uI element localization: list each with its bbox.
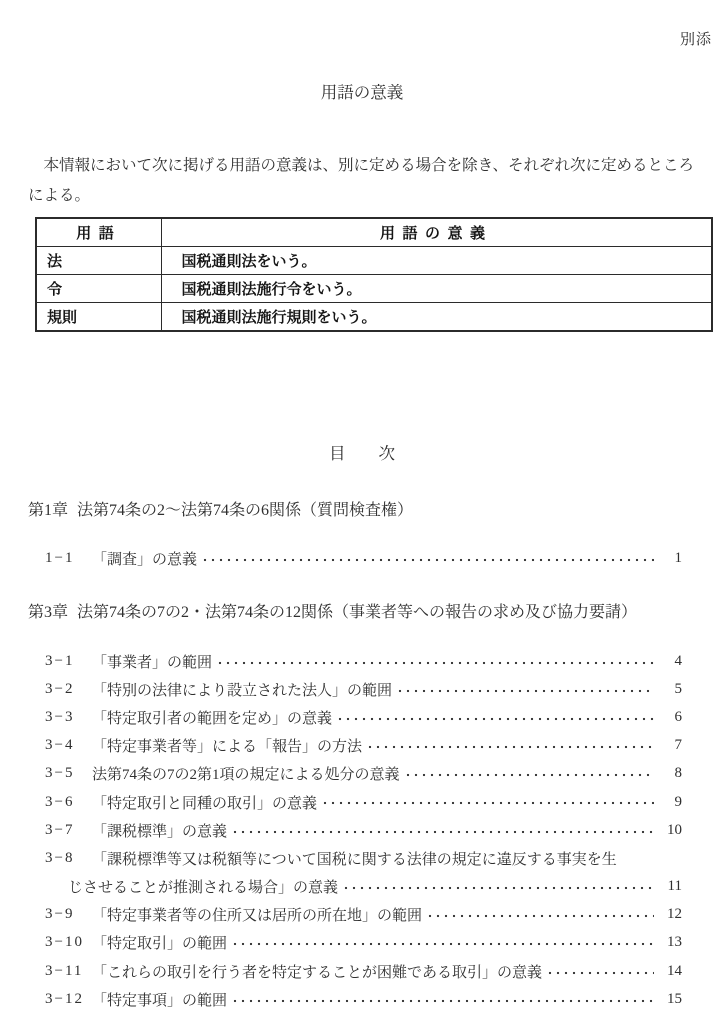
- dot-leader: [229, 929, 654, 957]
- dot-leader: [364, 732, 654, 760]
- page-number: 9: [674, 793, 682, 810]
- page-number: 10: [667, 821, 682, 838]
- meaning-cell: 国税通則法をいう。: [161, 247, 712, 275]
- dot-leader: [229, 816, 654, 844]
- dot-leader: [334, 703, 654, 731]
- page-number: 7: [674, 737, 682, 754]
- toc-entry: [45, 985, 682, 1013]
- page-number: 1: [674, 549, 682, 566]
- toc-entry-continuation: [45, 873, 682, 901]
- entry-number: 3−2: [45, 680, 75, 697]
- entry-number: 3−7: [45, 821, 75, 838]
- meaning-cell: 国税通則法施行規則をいう。: [161, 303, 712, 332]
- corner-label: 別添: [679, 32, 712, 48]
- entry-number: 3−5: [45, 765, 75, 782]
- page-number: 12: [667, 906, 682, 923]
- dot-leader: [319, 788, 654, 816]
- chapter-label: 第1章: [28, 502, 69, 519]
- toc-heading: 目 次: [329, 444, 395, 463]
- table-row: [36, 303, 712, 332]
- page-number: 6: [674, 708, 682, 725]
- toc-entry: [45, 647, 682, 675]
- dot-leader: [402, 760, 654, 788]
- entry-title: 「これらの取引を行う者を特定することが困難である取引」の意義: [92, 964, 543, 981]
- entry-title: 法第74条の7の2第1項の規定による処分の意義: [92, 767, 400, 784]
- entry-title: 「課税標準」の意義: [92, 823, 228, 840]
- toc-entry: [45, 703, 682, 731]
- meaning-cell: 国税通則法施行令をいう。: [161, 275, 712, 303]
- dot-leader: [229, 985, 654, 1013]
- entry-number: 3−6: [45, 793, 75, 810]
- term-cell: 規則: [36, 303, 161, 332]
- page-number: 13: [667, 934, 682, 951]
- chapter-title: 法第74条の7の2・法第74条の12関係（事業者等への報告の求め及び協力要請）: [77, 604, 638, 621]
- entry-number: 3−8: [45, 849, 75, 866]
- entry-title: 「特定事業者等」による「報告」の方法: [92, 739, 363, 756]
- chapter-label: 第3章: [28, 604, 69, 621]
- toc-entry: [45, 957, 682, 985]
- toc-entry: [45, 675, 682, 703]
- term-cell: 法: [36, 247, 161, 275]
- table-header-row: [36, 218, 712, 247]
- toc-entry: [45, 760, 682, 788]
- entry-title: 「特定事項」の範囲: [92, 992, 228, 1009]
- entry-title: 「課税標準等又は税額等について国税に関する法律の規定に違反する事実を生: [92, 851, 617, 868]
- toc-entry: [45, 844, 682, 872]
- entry-title: 「特定取引者の範囲を定め」の意義: [92, 710, 333, 727]
- page-number: 8: [674, 765, 682, 782]
- term-cell: 令: [36, 275, 161, 303]
- dot-leader: [544, 957, 654, 985]
- entry-title: 「特定事業者等の住所又は居所の所在地」の範囲: [92, 908, 423, 925]
- toc-entry: [45, 901, 682, 929]
- chapter-heading-1: [28, 497, 413, 520]
- page-number: 5: [674, 680, 682, 697]
- page-number: 14: [667, 962, 682, 979]
- dot-leader: [424, 901, 654, 929]
- page-title: 用語の意義: [320, 83, 404, 102]
- page-number: 4: [674, 652, 682, 669]
- table-row: [36, 275, 712, 303]
- page-number: 15: [667, 990, 682, 1007]
- entry-number: 3−11: [45, 962, 84, 979]
- entry-number: 3−3: [45, 708, 75, 725]
- entry-number: 3−9: [45, 906, 75, 923]
- toc-entry: [45, 816, 682, 844]
- entry-number: 3−12: [45, 990, 84, 1007]
- dot-leader: [340, 873, 654, 901]
- dot-leader: [394, 675, 654, 703]
- toc-entry: [45, 788, 682, 816]
- entry-title: 「事業者」の範囲: [92, 654, 213, 671]
- entry-title: 「特定取引」の範囲: [92, 936, 228, 953]
- table-header-term: 用語: [36, 218, 161, 247]
- chapter-title: 法第74条の2～法第74条の6関係（質問検査権）: [77, 502, 414, 519]
- entry-title: 「調査」の意義: [92, 551, 198, 568]
- entry-number: 3−4: [45, 737, 75, 754]
- entry-number: 3−10: [45, 934, 84, 951]
- dot-leader: [199, 544, 654, 572]
- table-header-meaning: 用語の意義: [161, 218, 712, 247]
- entry-title-continued: じさせることが推測される場合」の意義: [68, 880, 339, 897]
- entry-number: 1−1: [45, 549, 75, 566]
- intro-paragraph: 本情報において次に掲げる用語の意義は、別に定める場合を除き、それぞれ次に定めるところによる。: [28, 156, 694, 204]
- toc-entry: [45, 929, 682, 957]
- toc-section-1-entries: [45, 544, 682, 572]
- terms-table: [35, 217, 713, 332]
- chapter-heading-3: [28, 599, 637, 622]
- entry-title: 「特定取引と同種の取引」の意義: [92, 795, 318, 812]
- entry-title: 「特別の法律により設立された法人」の範囲: [92, 682, 393, 699]
- dot-leader: [214, 647, 654, 675]
- toc-section-3-entries: [45, 647, 682, 1013]
- entry-number: 3−1: [45, 652, 75, 669]
- table-row: [36, 247, 712, 275]
- toc-entry: [45, 544, 682, 572]
- page-number: 11: [667, 878, 682, 895]
- toc-entry: [45, 732, 682, 760]
